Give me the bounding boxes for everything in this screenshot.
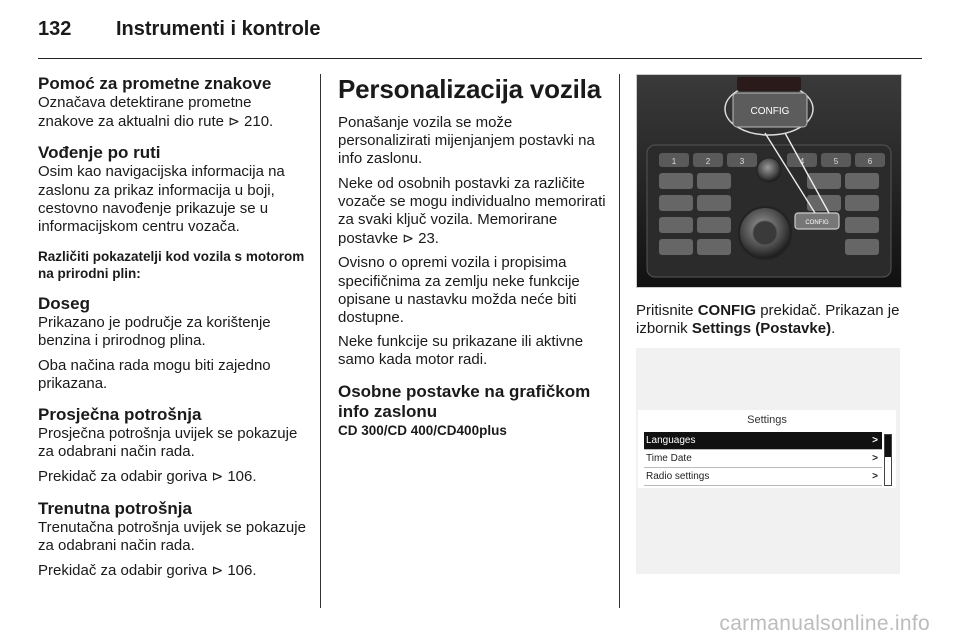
preset-key-label: 2	[705, 157, 711, 166]
heading-graphic-info-display: Osobne postavke na grafičkom info zaslonu	[338, 381, 591, 421]
page-ref[interactable]: 210.	[244, 113, 274, 131]
chevron-right-icon: >	[872, 471, 878, 483]
chevron-right-icon: >	[872, 453, 878, 465]
config-key-label: CONFIG	[750, 106, 790, 117]
column-divider-2	[619, 74, 620, 608]
text: Pritisnite	[636, 302, 694, 319]
screen-title: Settings	[747, 414, 787, 427]
page-ref[interactable]: 23.	[418, 230, 439, 248]
scrollbar[interactable]	[884, 434, 892, 486]
page-header	[38, 18, 320, 48]
control-panel-photo	[636, 74, 902, 288]
heading-models: CD 300/CD 400/CD400plus	[338, 422, 507, 438]
preset-key-label: 5	[833, 157, 839, 166]
page-ref[interactable]: 106.	[227, 562, 257, 580]
heading-range: Doseg	[38, 294, 90, 314]
paragraph-instant-1: Trenutačna potrošnja uvijek se pokazuje za odabrani način rada.	[38, 518, 306, 554]
paragraph-personalization-3: Ovisno o opremi vozila i propisima specifičnima za zemlju neke funkcije opisane u nastavku možda neće biti dostupne.	[338, 254, 580, 327]
page-ref-icon: ⊳	[211, 562, 224, 579]
menu-item-label: Time Date	[646, 453, 692, 465]
column-left	[38, 74, 306, 580]
paragraph-personalization-1: Ponašanje vozila se može personalizirati mijenjanjem postavki na info zaslonu.	[338, 114, 595, 168]
page-title: Instrumenti i kontrole	[116, 18, 321, 40]
settings-label: Settings (Postavke)	[691, 320, 832, 338]
header-divider	[38, 58, 922, 59]
paragraph-range-1: Prikazano je područje za korištenje benzina i prirodnog plina.	[38, 314, 271, 350]
page-ref-icon: ⊳	[402, 230, 414, 247]
preset-key-label: 6	[867, 157, 873, 166]
column-right	[636, 74, 904, 574]
paragraph-route-guidance: Osim kao navigacijska informacija na zaslonu za prikaz informacija u boji, cestovno navođenje prikazuje se u informacijskom centru vozača.	[38, 163, 285, 236]
heading-route-guidance: Vođenje po ruti	[38, 143, 161, 163]
menu-item-label: Radio settings	[646, 471, 710, 483]
paragraph-average-2	[38, 467, 306, 486]
paragraph-traffic-signs	[38, 94, 306, 131]
heading-vehicle-personalization: Personalizacija vozila	[338, 74, 601, 104]
menu-item-radio-settings[interactable]	[644, 468, 882, 486]
caption-config	[636, 302, 904, 338]
page-ref-icon: ⊳	[228, 113, 240, 130]
settings-screen-illustration	[636, 348, 900, 574]
column-divider-1	[320, 74, 321, 608]
page-ref-icon: ⊳	[211, 468, 224, 485]
menu-item-time-date[interactable]	[644, 450, 882, 468]
heading-instant-consumption: Trenutna potrošnja	[38, 498, 192, 518]
paragraph-personalization-2	[338, 175, 606, 249]
text: .	[831, 320, 836, 338]
scrollbar-thumb[interactable]	[885, 435, 891, 457]
heading-traffic-signs: Pomoć za prometne znakove	[38, 74, 272, 93]
column-middle	[338, 74, 606, 439]
page-ref[interactable]: 106.	[227, 468, 257, 486]
chevron-right-icon: >	[872, 435, 878, 447]
text: prekidač. Prikazan je izbornik	[636, 302, 900, 338]
preset-key-label: 1	[671, 157, 677, 166]
menu-item-languages[interactable]	[644, 432, 882, 450]
paragraph-instant-2	[38, 561, 306, 580]
watermark: carmanualsonline.info	[719, 612, 930, 635]
paragraph-average-1: Prosječna potrošnja uvijek se pokazuje za odabrani način rada.	[38, 425, 298, 461]
settings-screen	[638, 410, 896, 488]
control-panel-illustration	[637, 75, 901, 287]
text: Neke od osobnih postavki za različite vozače se mogu individualno memorirati za svaki ključ vozila. Memorirane postavke	[338, 174, 606, 248]
text: Označava detektirane prometne znakove za aktualni dio rute	[38, 94, 252, 131]
paragraph-range-2: Oba načina rada mogu biti zajedno prikazana.	[38, 356, 271, 392]
paragraph-personalization-4: Neke funkcije su prikazane ili aktivne samo kada motor radi.	[338, 333, 584, 369]
text: Prekidač za odabir goriva	[38, 468, 208, 486]
preset-key-label: 4	[799, 157, 805, 166]
menu-item-label: Languages	[646, 435, 696, 447]
config-label: CONFIG	[697, 302, 757, 319]
text: Prekidač za odabir goriva	[38, 562, 208, 580]
config-key-small-label: CONFIG	[805, 220, 829, 226]
heading-average-consumption: Prosječna potrošnja	[38, 405, 202, 425]
preset-key-label: 3	[739, 157, 745, 166]
heading-gas-indicators: Različiti pokazatelji kod vozila s motorom na prirodni plin:	[38, 249, 305, 282]
page-number: 132	[38, 18, 72, 40]
